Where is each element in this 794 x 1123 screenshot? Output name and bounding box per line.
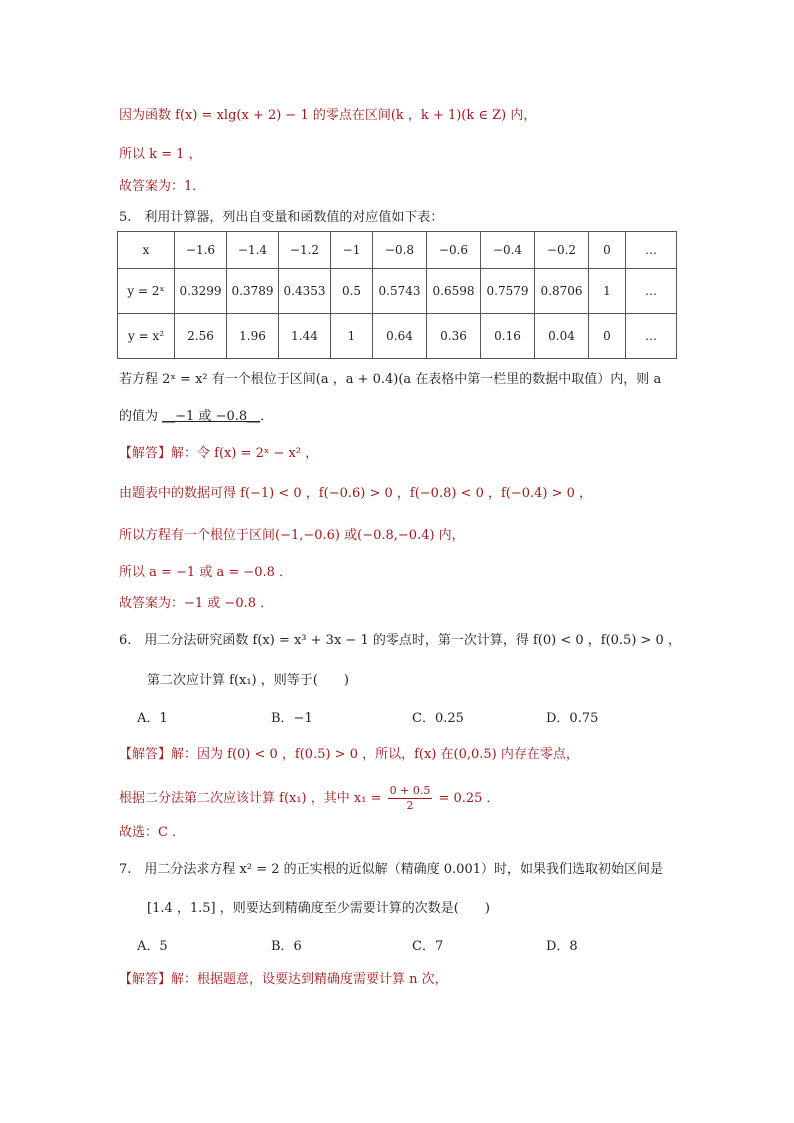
- table-cell: 1.44: [279, 314, 331, 359]
- table-row-label: y = x²: [118, 314, 175, 359]
- q6-solution-answer: 故选：C ．: [119, 825, 186, 840]
- table-cell: 0.04: [535, 314, 589, 359]
- table-row-label: x: [118, 232, 175, 269]
- table-cell: 0.16: [481, 314, 535, 359]
- q5-stem: 5. 利用计算器，列出自变量和函数值的对应值如下表：: [119, 210, 444, 225]
- table-cell: 0.3789: [227, 269, 279, 314]
- fraction: [388, 784, 433, 813]
- q5-solution-answer: 故答案为：−1 或 −0.8 ．: [119, 596, 274, 611]
- q6-option-b: B．−1: [271, 711, 313, 726]
- table-row-x: [118, 232, 677, 269]
- q5-solution-line-2: 由题表中的数据可得 f(−1) < 0 ，f(−0.6) > 0 ，f(−0.8) < 0 ，f(−0.4) > 0 ，: [119, 486, 593, 501]
- fraction-numerator: 0 + 0.5: [389, 784, 431, 797]
- table-cell: −1: [331, 232, 373, 269]
- table-cell: −0.2: [535, 232, 589, 269]
- table-cell: …: [626, 314, 677, 359]
- q6-option-d: D．0.75: [546, 711, 599, 726]
- table-cell: 1.96: [227, 314, 279, 359]
- q6-option-c: C．0.25: [412, 711, 464, 726]
- table-cell: 1: [589, 269, 626, 314]
- q6-solution-line-1: 【解答】解：因为 f(0) < 0 ，f(0.5) > 0 ，所以，f(x) 在(0,0.5) 内存在零点，: [119, 747, 579, 762]
- table-cell: …: [626, 232, 677, 269]
- table-cell: …: [626, 269, 677, 314]
- table-row-2x: [118, 269, 677, 314]
- table-cell: 0.5743: [373, 269, 427, 314]
- table-cell: −0.8: [373, 232, 427, 269]
- table-cell: −0.4: [481, 232, 535, 269]
- table-cell: 0.64: [373, 314, 427, 359]
- q6-solution-line-2: [119, 784, 500, 813]
- table-cell: 0.8706: [535, 269, 589, 314]
- q7-option-c: C．7: [412, 939, 444, 954]
- q5-fill-answer: __−1 或 −0.8__: [162, 409, 261, 424]
- q7-option-b: B．6: [271, 939, 302, 954]
- q5-solution-line-4: 所以 a = −1 或 a = −0.8 ．: [119, 565, 293, 580]
- q6-stem-line-2: 第二次应计算 f(x₁) ，则等于( ): [147, 673, 349, 688]
- q7-option-a: A．5: [137, 939, 168, 954]
- table-cell: 0.5: [331, 269, 373, 314]
- q5-prompt-prefix: 的值为: [119, 409, 163, 424]
- prev-solution-answer: 故答案为：1．: [119, 179, 206, 194]
- q7-option-d: D．8: [546, 939, 578, 954]
- q7-stem-line-2: [1.4 ，1.5] ，则要达到精确度至少需要计算的次数是( ): [147, 901, 490, 916]
- value-table: [117, 231, 677, 359]
- q5-prompt-suffix: ．: [260, 409, 274, 424]
- table-cell: −0.6: [427, 232, 481, 269]
- q5-solution-line-1: 【解答】解：令 f(x) = 2ˣ − x² ，: [119, 446, 319, 461]
- q7-stem-line-1: 7. 用二分法求方程 x² = 2 的正实根的近似解（精确度 0.001）时，如果我们选取初始区间是: [119, 862, 663, 877]
- table-cell: −1.4: [227, 232, 279, 269]
- table-cell: 1: [331, 314, 373, 359]
- q5-prompt-line-2: [119, 407, 273, 427]
- q5-prompt-line-1: 若方程 2ˣ = x² 有一个根位于区间(a ，a + 0.4)(a 在表格中第一栏里的数据中取值）内，则 a: [119, 372, 662, 387]
- q6-stem-line-1: 6. 用二分法研究函数 f(x) = x³ + 3x − 1 的零点时，第一次计算，得 f(0) < 0 ，f(0.5) > 0 ，: [119, 633, 681, 648]
- table-cell: 2.56: [175, 314, 227, 359]
- table-row-x2: [118, 314, 677, 359]
- fraction-denominator: 2: [406, 799, 414, 812]
- table-cell: 0.7579: [481, 269, 535, 314]
- table-row-label: y = 2ˣ: [118, 269, 175, 314]
- table-cell: 0.4353: [279, 269, 331, 314]
- q6-option-a: A．1: [137, 711, 168, 726]
- q5-solution-line-3: 所以方程有一个根位于区间(−1,−0.6) 或(−0.8,−0.4) 内，: [119, 528, 465, 543]
- table-cell: 0.6598: [427, 269, 481, 314]
- q6-solution-prefix: 根据二分法第二次应该计算 f(x₁) ，其中 x₁ =: [119, 791, 382, 806]
- prev-solution-line-1: 因为函数 f(x) = xlg(x + 2) − 1 的零点在区间(k ，k + 1)(k ∈ Z) 内，: [119, 108, 537, 123]
- prev-solution-line-2: 所以 k = 1 ，: [119, 147, 202, 162]
- table-cell: 0: [589, 232, 626, 269]
- table-cell: −1.6: [175, 232, 227, 269]
- q7-solution-line-1: 【解答】解：根据题意，设要达到精确度需要计算 n 次，: [119, 972, 448, 987]
- table-cell: 0.3299: [175, 269, 227, 314]
- table-cell: 0.36: [427, 314, 481, 359]
- table-cell: −1.2: [279, 232, 331, 269]
- q6-solution-suffix: = 0.25 ．: [438, 791, 500, 806]
- table-cell: 0: [589, 314, 626, 359]
